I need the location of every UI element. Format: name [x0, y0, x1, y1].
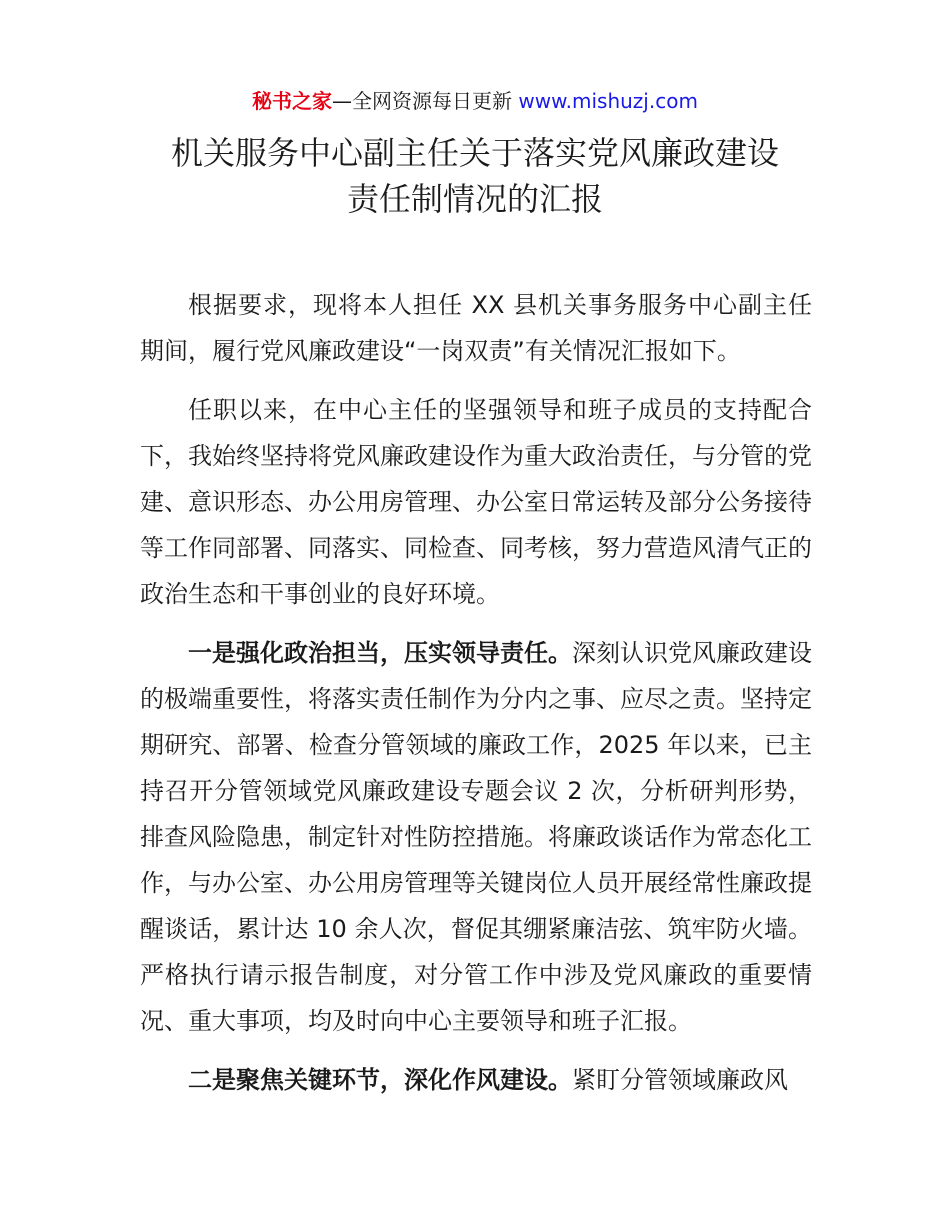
brand-name: 秘书之家 [252, 89, 333, 113]
paragraph-point-2 [140, 1057, 812, 1103]
paragraph-intro [140, 282, 812, 374]
paragraph-text: 紧盯分管领域廉政风 [572, 1066, 788, 1094]
title-line-1: 机关服务中心副主任关于落实党风廉政建设 [170, 134, 779, 172]
paragraph-text: 根据要求，现将本人担任 XX 县机关事务服务中心副主任期间，履行党风廉政建设“一岗双责”有关情况汇报如下。 [140, 291, 812, 365]
document-title [100, 130, 850, 222]
site-header [0, 86, 950, 116]
paragraph-lead: 二是聚焦关键环节，深化作风建设。 [188, 1066, 572, 1094]
title-line-2: 责任制情况的汇报 [346, 180, 603, 218]
paragraph-lead: 一是强化政治担当，压实领导责任。 [188, 639, 572, 667]
paragraph-overview [140, 387, 812, 617]
paragraph-text: 任职以来，在中心主任的坚强领导和班子成员的支持配合下，我始终坚持将党风廉政建设作为重大政治责任，与分管的党建、意识形态、办公用房管理、办公室日常运转及部分公务接待等工作同部署、同落实、同检查、同考核，努力营造风清气正的政治生态和干事创业的良好环境。 [140, 396, 812, 608]
site-slogan: —全网资源每日更新 [332, 89, 519, 113]
site-url-link[interactable]: www.mishuzj.com [518, 89, 698, 113]
paragraph-point-1 [140, 630, 812, 1044]
paragraph-text: 深刻认识党风廉政建设的极端重要性，将落实责任制作为分内之事、应尽之责。坚持定期研究、部署、检查分管领域的廉政工作，2025 年以来，已主持召开分管领域党风廉政建设专题会议 2 次，分析研判形势，排查风险隐患，制定针对性防控措施。将廉政谈话作为常态化工作，与办公室、办公用房管理等关键岗位人员开展经常性廉政提醒谈话，累计达 10 余人次，督促其绷紧廉洁弦、筑牢防火墙。严格执行请示报告制度，对分管工作中涉及党风廉政的重要情况、重大事项，均及时向中心主要领导和班子汇报。 [140, 639, 812, 1035]
document-body [140, 282, 812, 1116]
